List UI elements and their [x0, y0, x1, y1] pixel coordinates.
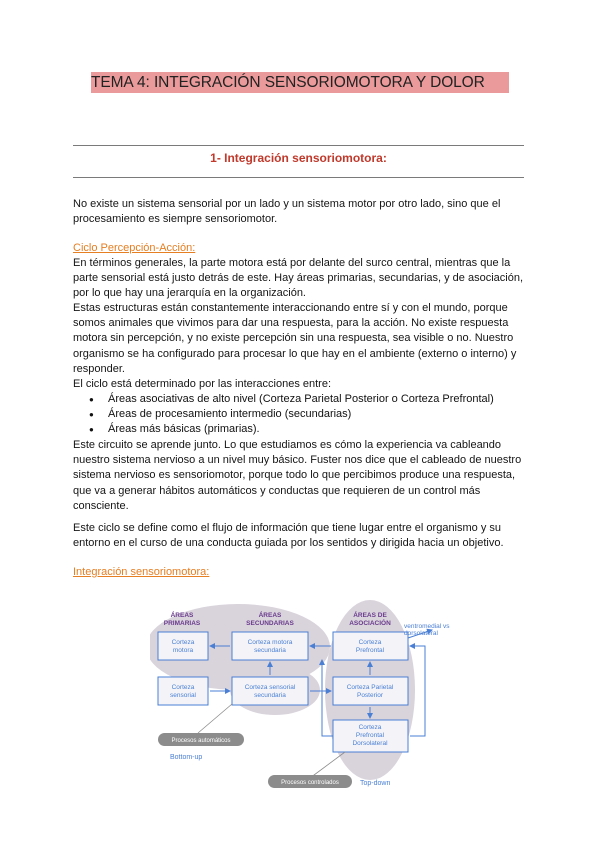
label-bottom-up: Bottom-up — [170, 754, 203, 761]
box-dorsolateral-line3: Dorsolateral — [352, 740, 388, 747]
tag-procesos-automaticos-text: Procesos automáticos — [171, 738, 231, 744]
box-corteza-prefrontal — [333, 632, 408, 660]
tag-procesos-controlados-text: Procesos controlados — [281, 780, 339, 786]
label-top-down: Top-down — [360, 780, 391, 787]
box-corteza-sensorial-secundaria-line1: Corteza sensorial — [244, 684, 296, 691]
paragraph-2: Estas estructuras están constantemente interaccionando entre sí y con el mundo, porque somos animales que vivimos para dar una respuesta, para la acción. No existe respuesta motora sin percepción, y no existe percepción sin una respuesta, sea visible o no. Nuestro organismo se ha configurado para procesar lo que hay en el ambiente (externo o interno) y responder. — [73, 302, 517, 375]
rule-top — [73, 145, 524, 146]
pointer-controlados — [310, 752, 345, 778]
sensorimotor-diagram — [150, 600, 490, 800]
header-primarias-line1: ÁREAS — [170, 612, 194, 619]
box-dorsolateral-line2: Prefrontal — [355, 732, 385, 739]
header-secundarias-line1: ÁREAS — [258, 612, 282, 619]
label-ventromedial-line1: ventromedial vs — [404, 623, 450, 630]
bullet-item: ● Áreas más básicas (primarias). — [73, 422, 528, 437]
box-corteza-parietal-line2: Posterior — [356, 692, 384, 699]
box-corteza-parietal-line1: Corteza Parietal — [346, 684, 394, 691]
intro-paragraph: No existe un sistema sensorial por un lado y un sistema motor por otro lado, sino que el procesamiento es siempre sensoriomotor. — [73, 198, 501, 226]
paragraph-1: En términos generales, la parte motora está por delante del surco central, mientras que la parte sensorial está justo detrás de este. Hay áreas primarias, secundarias, y de asociación, por lo que hay una jerarquía en la organización. — [73, 257, 524, 300]
page-title: TEMA 4: INTEGRACIÓN SENSORIOMOTORA Y DOLOR — [91, 72, 509, 93]
box-corteza-motora-secundaria — [232, 632, 308, 660]
section-heading: 1- Integración sensoriomotora: — [210, 151, 387, 165]
header-primarias-line2: PRIMARIAS — [163, 620, 201, 627]
bullet-list — [73, 392, 528, 438]
box-corteza-sensorial — [158, 677, 208, 705]
header-asociacion-line2: ASOCIACIÓN — [349, 620, 391, 627]
box-corteza-prefrontal-line2: Prefrontal — [355, 647, 385, 654]
bullet-item: ● Áreas de procesamiento intermedio (secundarias) — [73, 407, 528, 422]
label-ventromedial-line2: dorsolateral — [404, 630, 438, 637]
box-corteza-prefrontal-line1: Corteza — [358, 639, 382, 646]
subheading-ciclo: Ciclo Percepción-Acción: — [73, 242, 196, 254]
subheading-integracion: Integración sensoriomotora: — [73, 566, 210, 578]
rule-bottom — [73, 177, 524, 178]
box-corteza-motora-secundaria-line1: Corteza motora — [247, 639, 293, 646]
box-corteza-motora-line2: motora — [172, 647, 194, 654]
box-corteza-sensorial-line2: sensorial — [169, 692, 197, 699]
box-corteza-sensorial-secundaria-line2: secundaria — [254, 692, 286, 699]
paragraph-5: Este ciclo se define como el flujo de información que tiene lugar entre el organismo y su entorno en el curso de una conducta guiada por los sentidos y dirigida hacia un objetivo. — [73, 522, 504, 550]
pointer-automaticos — [198, 704, 232, 733]
paragraph-4: Este circuito se aprende junto. Lo que estudiamos es cómo la experiencia va cableando nuestro sistema nervioso a un nivel muy básico. Fuster nos dice que el cableado de nuestro sistema nervioso es sensoriomotor, porque todo lo que percibimos produce una respuesta, que va a generar hábitos automáticos y conductas que requieren de un control más consciente. — [73, 439, 522, 512]
box-corteza-motora — [158, 632, 208, 660]
box-corteza-sensorial-secundaria — [232, 677, 308, 705]
box-dorsolateral-line1: Corteza — [358, 724, 382, 731]
box-corteza-motora-secundaria-line2: secundaria — [254, 647, 286, 654]
header-asociacion-line1: ÁREAS DE — [353, 612, 387, 619]
header-secundarias-line2: SECUNDARIAS — [246, 620, 294, 627]
box-corteza-sensorial-line1: Corteza — [171, 684, 195, 691]
paragraph-3: El ciclo está determinado por las interacciones entre: — [73, 378, 332, 390]
box-corteza-parietal-posterior — [333, 677, 408, 705]
box-corteza-motora-line1: Corteza — [171, 639, 195, 646]
bullet-item: ● Áreas asociativas de alto nivel (Corteza Parietal Posterior o Corteza Prefrontal) — [73, 392, 528, 407]
